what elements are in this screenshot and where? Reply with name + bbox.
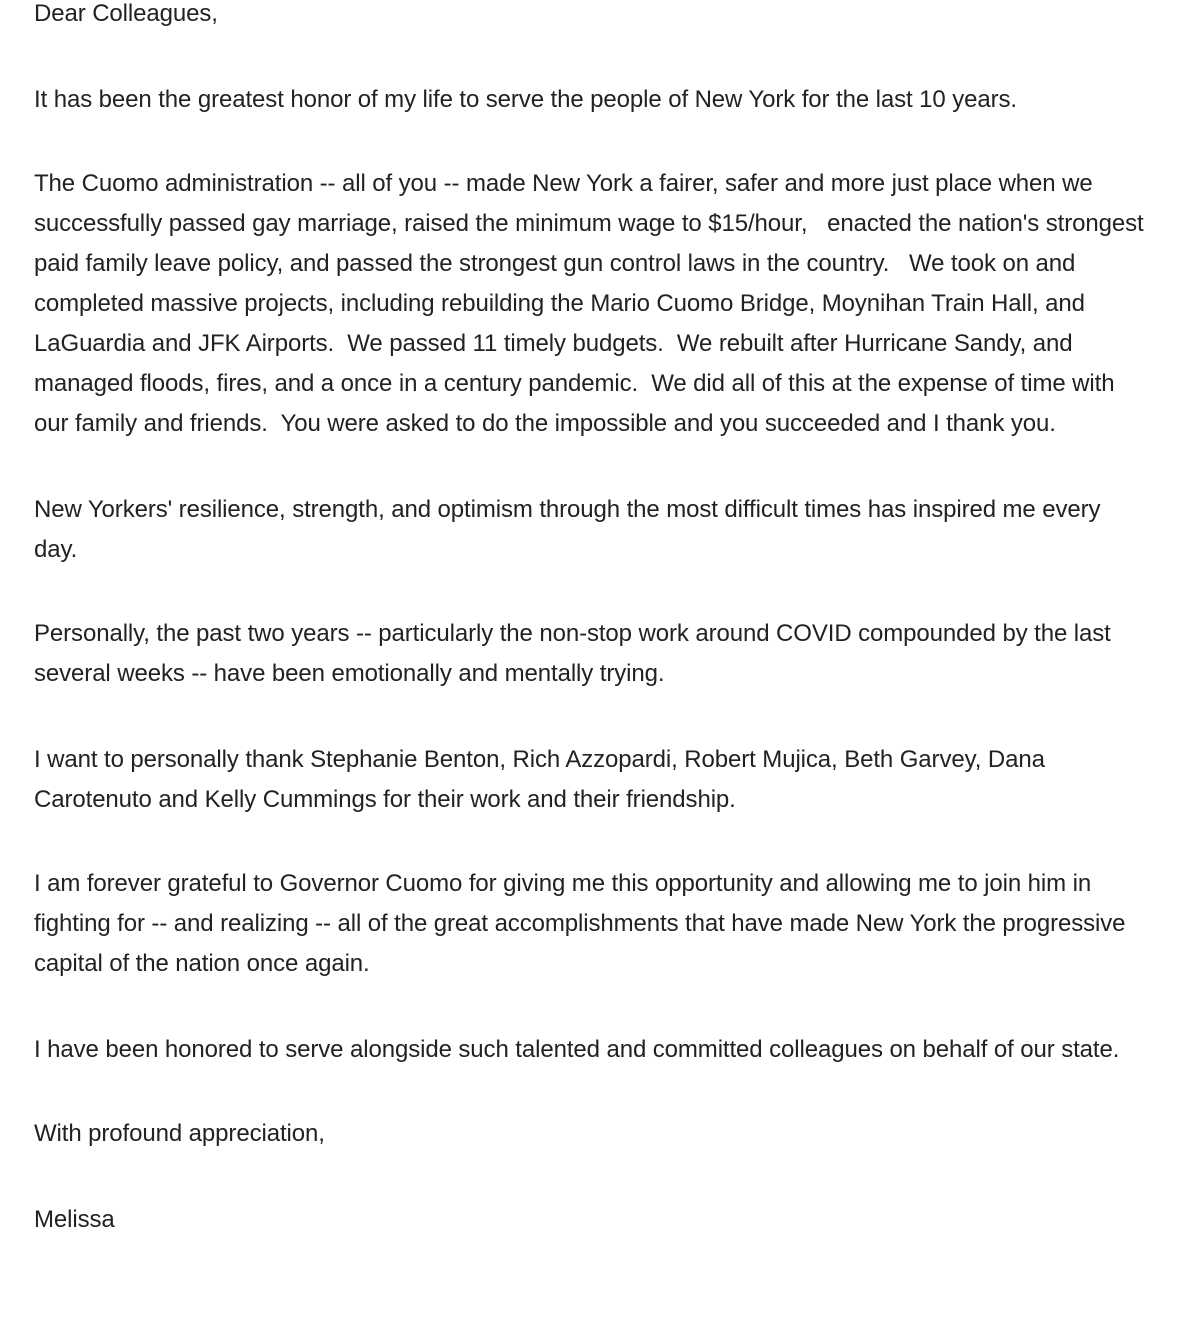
letter-signature: Melissa [34, 1206, 115, 1233]
paragraph-accomplishments: The Cuomo administration -- all of you -- made New York a fairer, safer and more just place when we successfully passed gay marriage, raised the minimum wage to $15/hour, enacted the nation's strongest paid family leave policy, and passed the strongest gun control laws in the country. We took on and completed massive projects, including rebuilding the Mario Cuomo Bridge, Moynihan Train Hall, and LaGuardia and JFK Airports. We passed 11 timely budgets. We rebuilt after Hurricane Sandy, and managed floods, fires, and a once in a century pandemic. We did all of this at the expense of time with our family and friends. You were asked to do the impossible and you succeeded and I thank you. [34, 170, 1151, 437]
letter-greeting: Dear Colleagues, [34, 0, 218, 27]
paragraph-honored: I have been honored to serve alongside such talented and committed colleagues on behalf of our state. [34, 1036, 1120, 1063]
paragraph-gratitude: I am forever grateful to Governor Cuomo for giving me this opportunity and allowing me to join him in fighting for -- and realizing -- all of the great accomplishments that have made New York the progressive capital of the nation once again. [34, 870, 1132, 977]
paragraph-personal: Personally, the past two years -- particularly the non-stop work around COVID compounded by the last several weeks -- have been emotionally and mentally trying. [34, 620, 1118, 687]
paragraph-resilience: New Yorkers' resilience, strength, and optimism through the most difficult times has inspired me every day. [34, 496, 1108, 563]
letter-body [34, 0, 1151, 1240]
letter-closing: With profound appreciation, [34, 1120, 325, 1147]
paragraph-thanks: I want to personally thank Stephanie Benton, Rich Azzopardi, Robert Mujica, Beth Garvey, Dana Carotenuto and Kelly Cummings for their work and their friendship. [34, 746, 1052, 813]
paragraph-service: It has been the greatest honor of my life to serve the people of New York for the last 10 years. [34, 86, 1017, 113]
